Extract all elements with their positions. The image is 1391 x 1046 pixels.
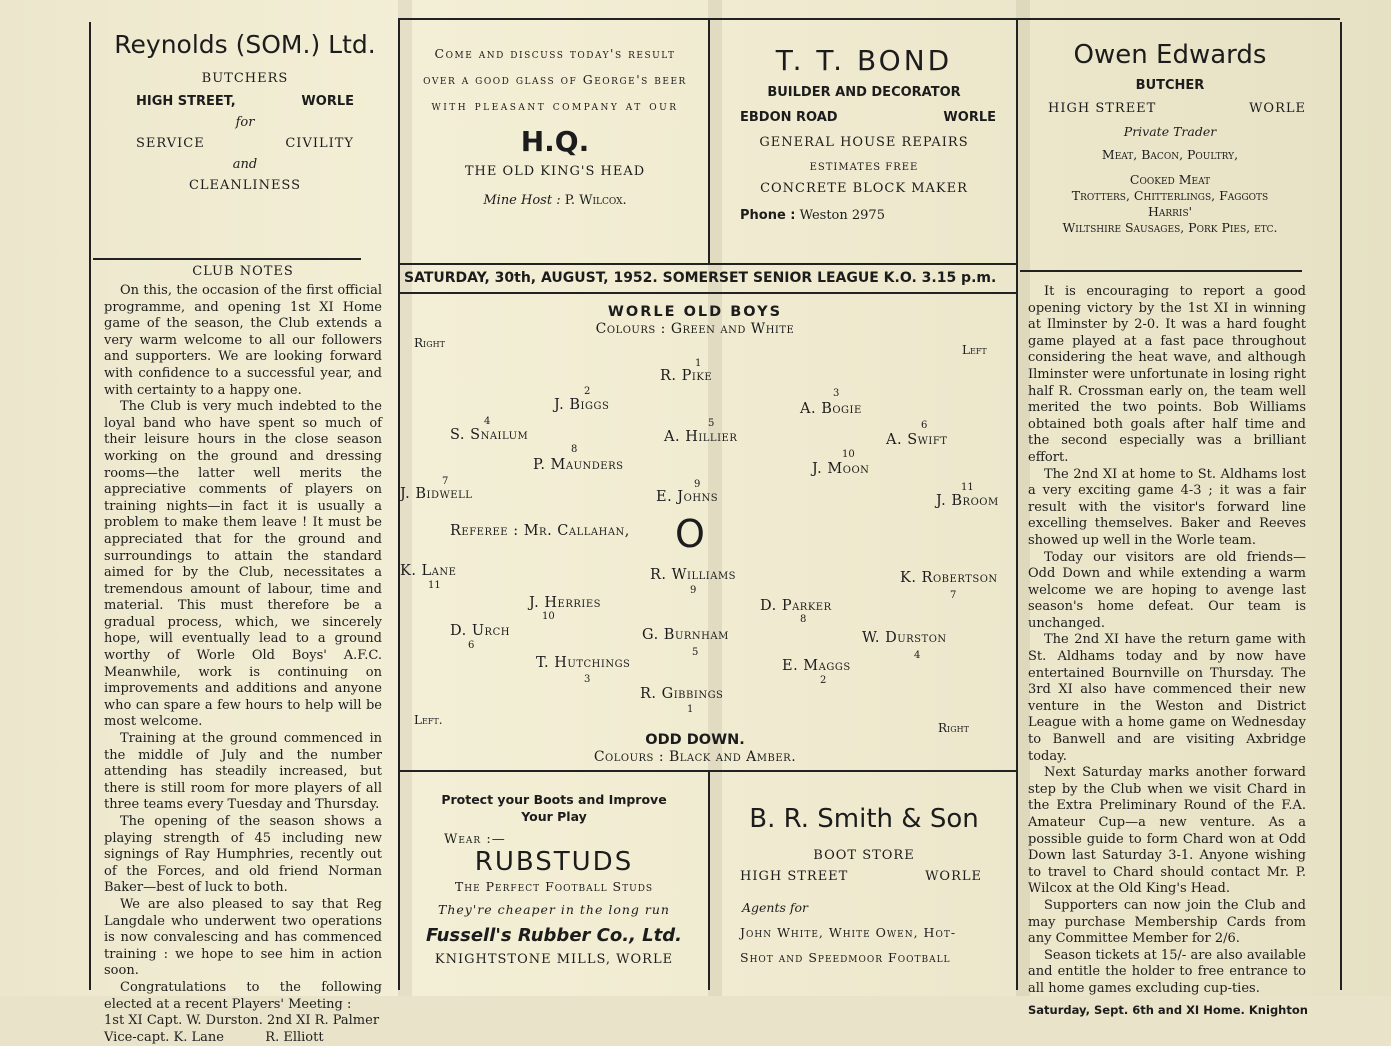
home-player-name: P. Maunders xyxy=(533,457,624,473)
away-player-name: D. Parker xyxy=(760,598,832,614)
club-notes xyxy=(104,264,382,1046)
ad-owen xyxy=(1020,40,1320,235)
club-notes-p3: Training at the ground commenced in the middle of July and the number attending has steadily increased, but there is still room for more players of all three teams every Tuesday and Thursday. xyxy=(104,731,382,813)
home-player-name: J. Bidwell xyxy=(400,486,473,502)
ad-rubstuds-line1: Protect your Boots and Improve xyxy=(441,792,667,807)
ad-bond-phone-label: Phone : xyxy=(740,208,796,223)
ad-bond-name: T. T. BOND xyxy=(775,44,953,77)
home-player-number: 2 xyxy=(584,386,591,397)
away-player-number: 10 xyxy=(542,611,555,622)
right-notes-p3: Today our visitors are old friends— Odd Down and while extending a warm welcome we are hoping to avenge last season's home defeat. Our team is unchanged. xyxy=(1028,549,1306,631)
away-player-name: R. Gibbings xyxy=(640,686,724,702)
ad-owen-line2: Cooked Meat xyxy=(1129,172,1211,187)
away-player-name: G. Burnham xyxy=(642,627,729,643)
ad-owen-town: WORLE xyxy=(1249,101,1306,116)
section-rule xyxy=(93,258,361,260)
away-player-name: E. Maggs xyxy=(782,658,851,674)
club-notes-p1: On this, the occasion of the first official programme, and opening 1st XI Home game of the season, the Club extends a very warm welcome to all our followers and supporters. We are looking forward with confidence to a successful year, and with certainty to a happy one. xyxy=(104,283,382,398)
ad-rubstuds-line2: Your Play xyxy=(521,809,587,824)
away-player-name: K. Lane xyxy=(400,563,457,579)
ad-owen-line1: Meat, Bacon, Poultry, xyxy=(1101,147,1239,162)
right-notes-p7: Season tickets at 15/- are also available and entitle the holder to free entrance to all home games excluding cup-ties. xyxy=(1028,947,1306,996)
right-notes xyxy=(1028,284,1306,1018)
ad-hq-line3: with pleasant company at our xyxy=(431,98,679,113)
column-rule xyxy=(1340,22,1342,990)
away-player-name: R. Williams xyxy=(650,567,737,583)
away-player-name: J. Herries xyxy=(529,595,602,611)
home-player-name: J. Moon xyxy=(812,461,870,477)
column-rule xyxy=(708,18,710,263)
home-player-number: 4 xyxy=(484,416,491,427)
label-left-top: Left xyxy=(962,343,987,357)
home-colours: Colours : Green and White xyxy=(595,321,795,337)
ad-reynolds-town: WORLE xyxy=(301,94,354,109)
ad-smith xyxy=(714,804,1014,965)
away-player-number: 11 xyxy=(428,580,441,591)
section-rule xyxy=(1020,270,1302,272)
ad-owen-line5: Wiltshire Sausages, Pork Pies, etc. xyxy=(1062,220,1278,235)
ad-bond-road: EBDON ROAD xyxy=(740,110,838,125)
away-player-name: D. Urch xyxy=(450,623,510,639)
label-right-bottom: Right xyxy=(938,721,969,735)
home-player-number: 8 xyxy=(571,444,578,455)
ad-smith-trade: BOOT STORE xyxy=(813,848,915,863)
home-player-number: 9 xyxy=(694,479,701,490)
ad-owen-name: Owen Edwards xyxy=(1073,40,1267,70)
club-notes-p8: Vice-capt. K. Lane R. Elliott xyxy=(104,1029,324,1045)
ad-hq-line2: over a good glass of George's beer xyxy=(423,72,687,87)
ad-reynolds-name: Reynolds (SOM.) Ltd. xyxy=(114,30,376,59)
home-player-number: 11 xyxy=(961,482,974,493)
label-right-top: Right xyxy=(414,336,445,350)
ad-rubstuds-tagline: The Perfect Football Studs xyxy=(454,879,654,894)
ad-reynolds-cleanliness: CLEANLINESS xyxy=(188,178,302,193)
ad-owen-line4: Harris' xyxy=(1147,204,1193,219)
home-player-name: R. Pike xyxy=(660,368,713,384)
section-rule xyxy=(400,770,1016,772)
centre-circle-mark: O xyxy=(675,512,705,556)
label-left-bottom: Left. xyxy=(414,713,443,727)
ad-bond-estimates: ESTIMATES FREE xyxy=(809,162,919,173)
ad-hq-line1: Come and discuss today's result xyxy=(434,46,676,61)
home-player-name: E. Johns xyxy=(656,489,719,505)
column-rule xyxy=(708,772,710,990)
home-team-name: WORLE OLD BOYS xyxy=(607,304,783,320)
home-player-number: 6 xyxy=(921,420,928,431)
away-player-number: 8 xyxy=(800,614,807,625)
top-rule xyxy=(400,18,1340,20)
ad-rubstuds-company: Fussell's Rubber Co., Ltd. xyxy=(426,925,682,946)
home-player-number: 7 xyxy=(442,476,449,487)
ad-bond-phone: Weston 2975 xyxy=(799,208,885,223)
section-rule xyxy=(400,263,1016,265)
ad-reynolds-civility: CIVILITY xyxy=(285,136,354,151)
ad-hq-host: P. Wilcox. xyxy=(564,193,627,208)
ad-reynolds-and: and xyxy=(232,157,258,172)
away-player-name: W. Durston xyxy=(862,630,947,646)
ad-rubstuds-cheaper: They're cheaper in the long run xyxy=(438,902,670,917)
ad-rubstuds-wear: Wear :— xyxy=(444,832,506,847)
ad-rubstuds xyxy=(402,792,706,967)
ad-smith-name: B. R. Smith & Son xyxy=(749,804,979,834)
home-player-number: 3 xyxy=(833,388,840,399)
ad-smith-line2: Shot and Speedmoor Football xyxy=(740,950,951,965)
home-player-number: 1 xyxy=(695,358,702,369)
right-notes-p1: It is encouraging to report a good opening victory by the 1st XI in winning at Ilminster by 2-0. It was a hard fought game played at a fast pace throughout considering the heat wave, and although Ilminster were unfortunate in losing right half R. Crossman early on, the team well merited the two points. Bob Williams obtained both goals after half time and the second especially was a brilliant effort. xyxy=(1028,284,1306,465)
ad-hq-pub: THE OLD KING'S HEAD xyxy=(464,164,646,179)
ad-reynolds xyxy=(92,30,398,193)
home-player-name: A. Hillier xyxy=(664,429,738,445)
home-player-name: J. Biggs xyxy=(554,397,610,413)
away-player-name: K. Robertson xyxy=(900,570,998,586)
ad-rubstuds-brand: RUBSTUDS xyxy=(474,847,634,877)
ad-smith-town: WORLE xyxy=(925,869,982,884)
section-rule xyxy=(400,292,1016,294)
away-player-number: 3 xyxy=(584,674,591,685)
column-rule xyxy=(89,22,91,990)
referee: Referee : Mr. Callahan, xyxy=(450,523,630,539)
club-notes-p5: We are also pleased to say that Reg Langdale who underwent two operations is now convalescing and has commenced training : we hope to see him in action soon. xyxy=(104,896,382,979)
away-player-number: 2 xyxy=(820,675,827,686)
away-colours: Colours : Black and Amber. xyxy=(593,749,797,765)
right-notes-p8: Saturday, Sept. 6th and XI Home. Knighton xyxy=(1028,1002,1308,1017)
away-player-number: 4 xyxy=(914,650,921,661)
club-notes-p7: 1st XI Capt. W. Durston. 2nd XI R. Palmer xyxy=(104,1013,380,1029)
home-player-name: A. Swift xyxy=(886,432,948,448)
ad-smith-line1: John White, White Owen, Hot- xyxy=(740,925,957,940)
club-notes-p6: Congratulations to the following elected at a recent Players' Meeting : xyxy=(104,979,382,1012)
ad-smith-agents: Agents for xyxy=(742,900,809,915)
home-player-number: 10 xyxy=(842,449,855,460)
ad-owen-private: Private Trader xyxy=(1123,124,1217,139)
ad-bond-services: GENERAL HOUSE REPAIRS xyxy=(759,135,969,150)
away-player-number: 7 xyxy=(950,590,957,601)
home-player-name: A. Bogie xyxy=(800,401,862,417)
club-notes-p2: The Club is very much indebted to the loyal band who have spent so much of their leisure hours in the close season working on the ground and dressing rooms—the latter well merits the appreciative comments of players on training nights—in fact it is usually a problem to make them leave ! It must be appreciated that for the ground and surroundings to attain the standard aimed for by the Club, necessitates a tremendous amount of labour, time and material. This must therefore be a gradual process, which, we sincerely hope, will eventually lead to a ground worthy of Worle Old Boys' A.F.C. Meanwhile, work is continuing on improvements and additions and anyone who can spare a few hours to help will be most welcome. xyxy=(104,399,382,730)
ad-reynolds-for: for xyxy=(235,115,255,130)
away-player-number: 6 xyxy=(468,640,475,651)
ad-hq xyxy=(408,46,702,208)
right-notes-p5: Next Saturday marks another forward step by the Club when we visit Chard in the Extra Preliminary Round of the F.A. Amateur Cup—a new venture. As a possible guide to form Chard won at Odd Down last Saturday 3-1. Anyone wishing to travel to Chard should contact Mr. P. Wilcox at the Old King's Head. xyxy=(1028,765,1306,897)
right-notes-p6: Supporters can now join the Club and may purchase Membership Cards from any Committee Member for 2/6. xyxy=(1028,897,1306,947)
right-notes-p4: The 2nd XI have the return game with St. Aldhams today and by now have entertained Bournville on Thursday. The 3rd XI also have commenced their new venture in the Weston and District League with a home game on Wednesday to Banwell and are visiting Axbridge today. xyxy=(1028,632,1306,764)
ad-owen-trade: BUTCHER xyxy=(1135,78,1205,93)
ad-bond xyxy=(714,44,1014,223)
away-team-name: ODD DOWN. xyxy=(645,732,745,748)
ad-hq-host-label: Mine Host : xyxy=(483,193,561,208)
ad-owen-street: HIGH STREET xyxy=(1048,101,1157,116)
ad-reynolds-trade: BUTCHERS xyxy=(201,71,289,86)
ad-bond-trade: BUILDER AND DECORATOR xyxy=(767,85,961,100)
away-player-number: 1 xyxy=(687,704,694,715)
away-player-number: 9 xyxy=(690,585,697,596)
away-player-number: 5 xyxy=(692,647,699,658)
ad-bond-town: WORLE xyxy=(943,110,996,125)
ad-hq-title: H.Q. xyxy=(520,125,590,158)
home-player-number: 5 xyxy=(708,418,715,429)
club-notes-p4: The opening of the season shows a playing strength of 45 including new signings of Ray Humphries, recently out of the Forces, and old friend Norman Baker—best of luck to both. xyxy=(104,814,382,896)
ad-owen-line3: Trotters, Chitterlings, Faggots xyxy=(1071,188,1269,203)
away-player-name: T. Hutchings xyxy=(536,655,631,671)
ad-smith-street: HIGH STREET xyxy=(740,869,849,884)
club-notes-heading: CLUB NOTES xyxy=(192,264,294,279)
ad-reynolds-service: SERVICE xyxy=(136,136,205,151)
column-rule xyxy=(1016,18,1018,990)
home-player-name: S. Snailum xyxy=(450,427,529,443)
match-header: SATURDAY, 30th, AUGUST, 1952. SOMERSET SENIOR LEAGUE K.O. 3.15 p.m. xyxy=(404,270,997,286)
column-rule xyxy=(398,18,400,990)
ad-bond-block: CONCRETE BLOCK MAKER xyxy=(760,181,968,196)
ad-reynolds-street: HIGH STREET, xyxy=(136,94,236,109)
ad-rubstuds-address: KNIGHTSTONE MILLS, WORLE xyxy=(434,952,674,967)
right-notes-p2: The 2nd XI at home to St. Aldhams lost a very exciting game 4-3 ; it was a fair result with the visitor's forward line excelling themselves. Baker and Reeves showed up well in the Worle team. xyxy=(1028,466,1306,548)
home-player-name: J. Broom xyxy=(936,493,999,509)
